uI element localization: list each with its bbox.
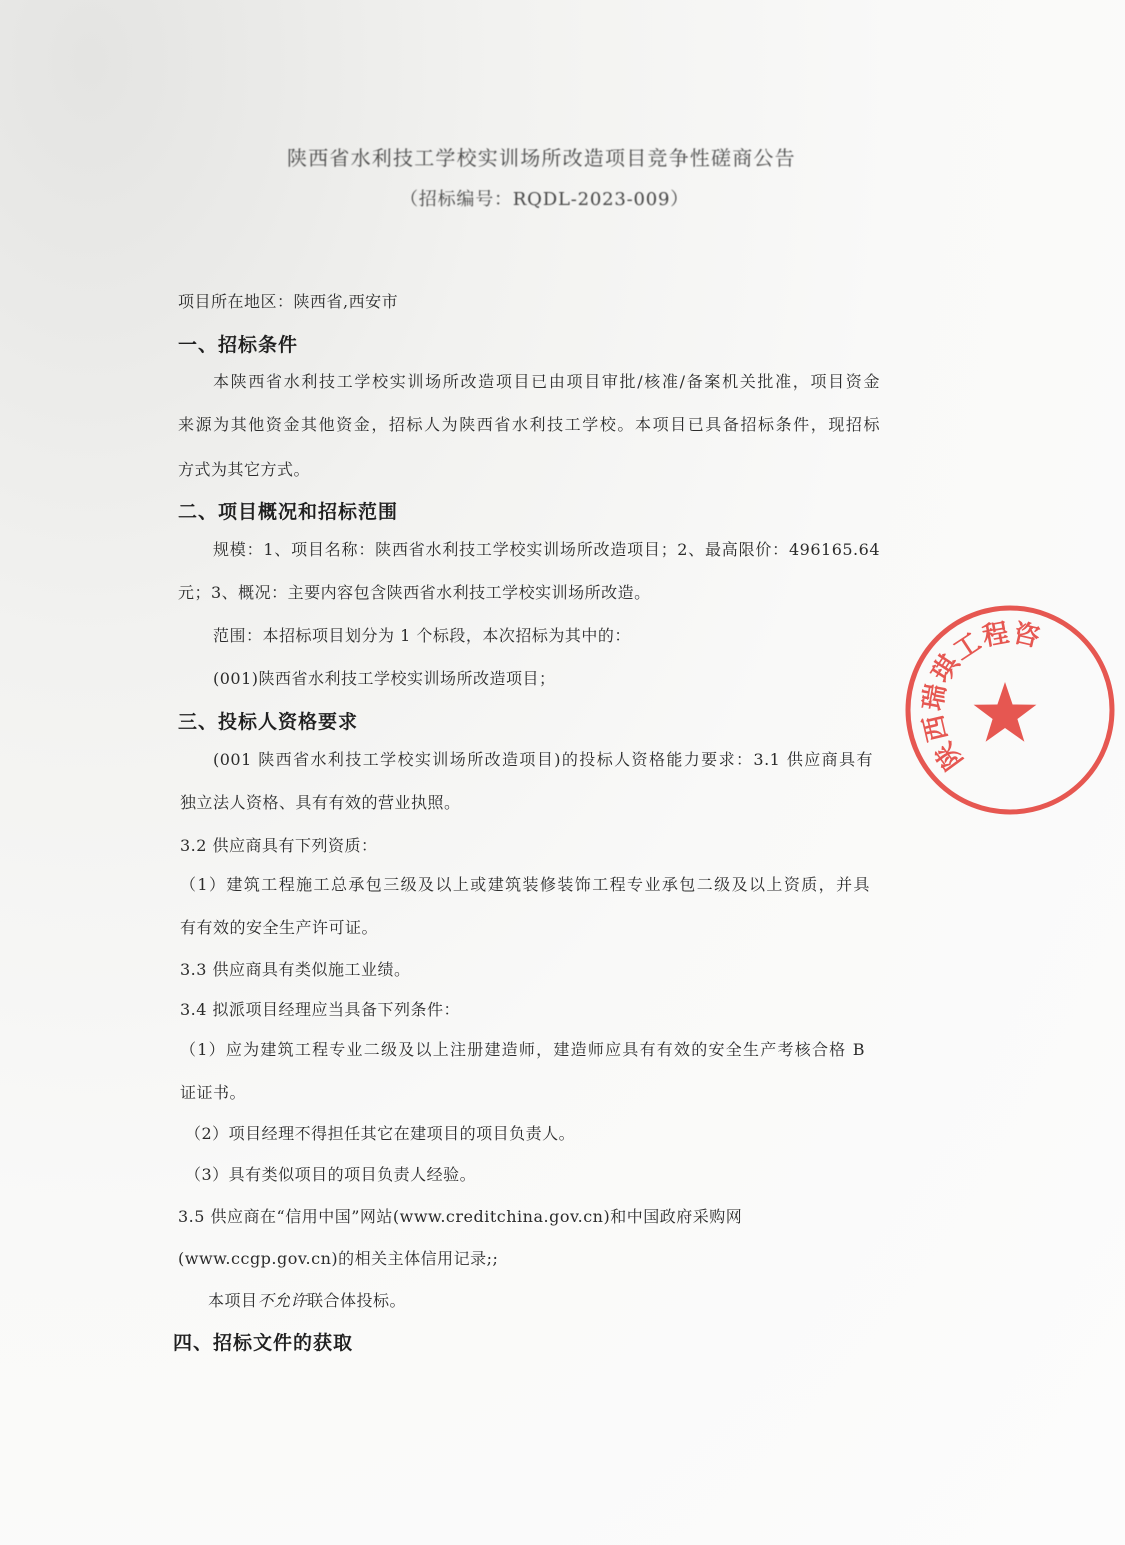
- document-title: 陕西省水利技工学校实训场所改造项目竞争性磋商公告: [287, 146, 796, 170]
- seal-star-icon: [974, 682, 1037, 742]
- requirement-3-2-1-line: 有有效的安全生产许可证。: [180, 918, 379, 937]
- company-seal: [895, 595, 1044, 825]
- requirement-3-2-1-line: （1）建筑工程施工总承包三级及以上或建筑装修装饰工程专业承包二级及以上资质，并具: [180, 875, 870, 894]
- qualification-intro-line: 独立法人资格、具有有效的营业执照。: [180, 793, 461, 812]
- requirement-3-4-3: （3）具有类似项目的项目负责人经验。: [185, 1165, 477, 1184]
- scale-line: 规模：1、项目名称：陕西省水利技工学校实训场所改造项目；2、最高限价：496165.64: [213, 540, 880, 559]
- section1-line: 本陕西省水利技工学校实训场所改造项目已由项目审批/核准/备案机关批准，项目资金: [213, 372, 880, 391]
- section3-heading: 三、投标人资格要求: [178, 711, 359, 733]
- section1-line: 来源为其他资金其他资金，招标人为陕西省水利技工学校。本项目已具备招标条件，现招标: [178, 415, 880, 434]
- bid-number: （招标编号：RQDL-2023-009）: [400, 189, 690, 210]
- requirement-3-4: 3.4 拟派项目经理应当具备下列条件：: [180, 1000, 461, 1019]
- requirement-3-4-1-line: 证证书。: [180, 1083, 247, 1102]
- consortium-suffix: 联合体投标。: [307, 1291, 407, 1310]
- seal-graphic: [895, 595, 1125, 825]
- consortium-prefix: 本项目: [208, 1291, 258, 1310]
- requirement-3-4-2: （2）项目经理不得担任其它在建项目的项目负责人。: [185, 1124, 576, 1143]
- scale-line: 元；3、概况：主要内容包含陕西省水利技工学校实训场所改造。: [178, 583, 651, 602]
- requirement-3-3: 3.3 供应商具有类似施工业绩。: [180, 960, 411, 979]
- consortium-emphasis: 不允许: [257, 1291, 308, 1310]
- qualification-intro-line: (001 陕西省水利技工学校实训场所改造项目)的投标人资格能力要求：3.1 供应商具有: [213, 750, 873, 769]
- section4-heading: 四、招标文件的获取: [173, 1332, 354, 1354]
- requirement-3-5-line: (www.ccgp.gov.cn)的相关主体信用记录;;: [178, 1249, 499, 1268]
- consortium-statement: [208, 1287, 406, 1315]
- requirement-3-2: 3.2 供应商具有下列资质：: [180, 836, 378, 855]
- lot-line: (001)陕西省水利技工学校实训场所改造项目；: [213, 669, 556, 688]
- seal-text-path: 陕西瑞琪工程咨: [918, 617, 1044, 776]
- section1-heading: 一、招标条件: [178, 334, 299, 356]
- requirement-3-4-1-line: （1）应为建筑工程专业二级及以上注册建造师，建造师应具有有效的安全生产考核合格 B: [180, 1040, 865, 1059]
- scope-line: 范围：本招标项目划分为 1 个标段，本次招标为其中的：: [213, 626, 631, 645]
- requirement-3-5-line: 3.5 供应商在“信用中国”网站(www.creditchina.gov.cn)和中国政府采购网: [178, 1207, 743, 1226]
- section2-heading: 二、项目概况和招标范围: [178, 501, 399, 523]
- section1-line: 方式为其它方式。: [178, 460, 311, 479]
- project-location: 项目所在地区：陕西省,西安市: [178, 292, 399, 311]
